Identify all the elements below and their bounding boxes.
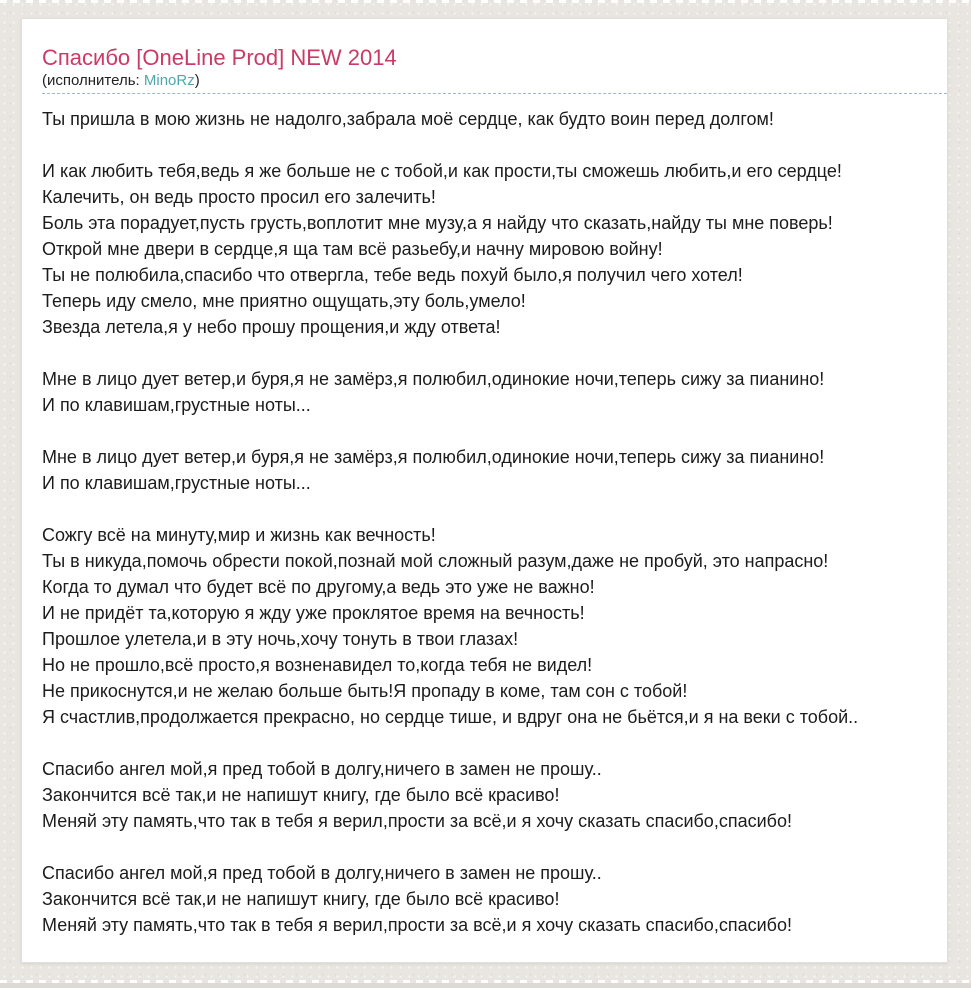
lyrics-line: Спасибо ангел мой,я пред тобой в долгу,ничего в замен не прошу..	[42, 863, 602, 883]
lyrics-line	[42, 132, 947, 158]
lyrics-line: И по клавишам,грустные ноты...	[42, 395, 311, 415]
lyrics-line: Меняй эту память,что так в тебя я верил,прости за всё,и я хочу сказать спасибо,спасибо!	[42, 915, 792, 935]
page-title: Спасибо [OneLine Prod] NEW 2014	[42, 45, 397, 70]
background-dash-row-top	[0, 0, 971, 3]
lyrics-line: Калечить, он ведь просто просил его залечить!	[42, 187, 436, 207]
artist-label: (исполнитель:	[42, 72, 140, 89]
lyrics-line: Прошлое улетела,и в эту ночь,хочу тонуть в твои глазах!	[42, 629, 519, 649]
lyrics-line: Ты не полюбила,спасибо что отвергла, тебе ведь похуй было,я получил чего хотел!	[42, 265, 743, 285]
lyrics-line: Я счастлив,продолжается прекрасно, но сердце тише, и вдруг она не бьётся,и я на веки с тобой..	[42, 707, 859, 727]
lyrics-line: Мне в лицо дует ветер,и буря,я не замёрз,я полюбил,одинокие ночи,теперь сижу за пианино!	[42, 369, 825, 389]
lyrics-line	[42, 340, 947, 366]
lyrics-card	[21, 18, 948, 963]
lyrics-line: Сожгу всё на минуту,мир и жизнь как вечность!	[42, 525, 436, 545]
lyrics-line: Не прикоснутся,и не желаю больше быть!Я пропаду в коме, там сон с тобой!	[42, 681, 688, 701]
lyrics-line	[42, 834, 947, 860]
lyrics-line: Звезда летела,я у небо прошу прощения,и жду ответа!	[42, 317, 501, 337]
artist-line	[42, 71, 947, 94]
lyrics-line: Боль эта порадует,пусть грусть,воплотит мне музу,а я найду что сказать,найду ты мне поверь!	[42, 213, 833, 233]
lyrics-line: Мне в лицо дует ветер,и буря,я не замёрз,я полюбил,одинокие ночи,теперь сижу за пианино!	[42, 447, 825, 467]
lyrics-line: Закончится всё так,и не напишут книгу, где было всё красиво!	[42, 889, 560, 909]
lyrics-card-content	[22, 19, 947, 938]
lyrics-line: Когда то думал что будет всё по другому,а ведь это уже не важно!	[42, 577, 595, 597]
lyrics-block	[42, 106, 947, 938]
artist-suffix: )	[194, 72, 200, 89]
lyrics-line: Спасибо ангел мой,я пред тобой в долгу,ничего в замен не прошу..	[42, 759, 602, 779]
lyrics-line: И по клавишам,грустные ноты...	[42, 473, 311, 493]
lyrics-line: И как любить тебя,ведь я же больше не с тобой,и как прости,ты сможешь любить,и его сердце!	[42, 161, 842, 181]
lyrics-line: Но не прошло,всё просто,я возненавидел то,когда тебя не видел!	[42, 655, 593, 675]
artist-link[interactable]: MinoRz	[143, 72, 195, 89]
lyrics-line: И не придёт та,которую я жду уже проклятое время на вечность!	[42, 603, 585, 623]
lyrics-line: Ты пришла в мою жизнь не надолго,забрала моё сердце, как будто воин перед долгом!	[42, 109, 774, 129]
lyrics-line	[42, 418, 947, 444]
lyrics-line	[42, 730, 947, 756]
lyrics-line: Открой мне двери в сердце,я ща там всё разьебу,и начну мировою войну!	[42, 239, 663, 259]
lyrics-line: Закончится всё так,и не напишут книгу, где было всё красиво!	[42, 785, 560, 805]
background-bottom-strip	[0, 983, 971, 988]
lyrics-line	[42, 496, 947, 522]
lyrics-line: Меняй эту память,что так в тебя я верил,прости за всё,и я хочу сказать спасибо,спасибо!	[42, 811, 792, 831]
lyrics-line: Ты в никуда,помочь обрести покой,познай мой сложный разум,даже не пробуй, это напрасно!	[42, 551, 829, 571]
lyrics-line: Теперь иду смело, мне приятно ощущать,эту боль,умело!	[42, 291, 526, 311]
